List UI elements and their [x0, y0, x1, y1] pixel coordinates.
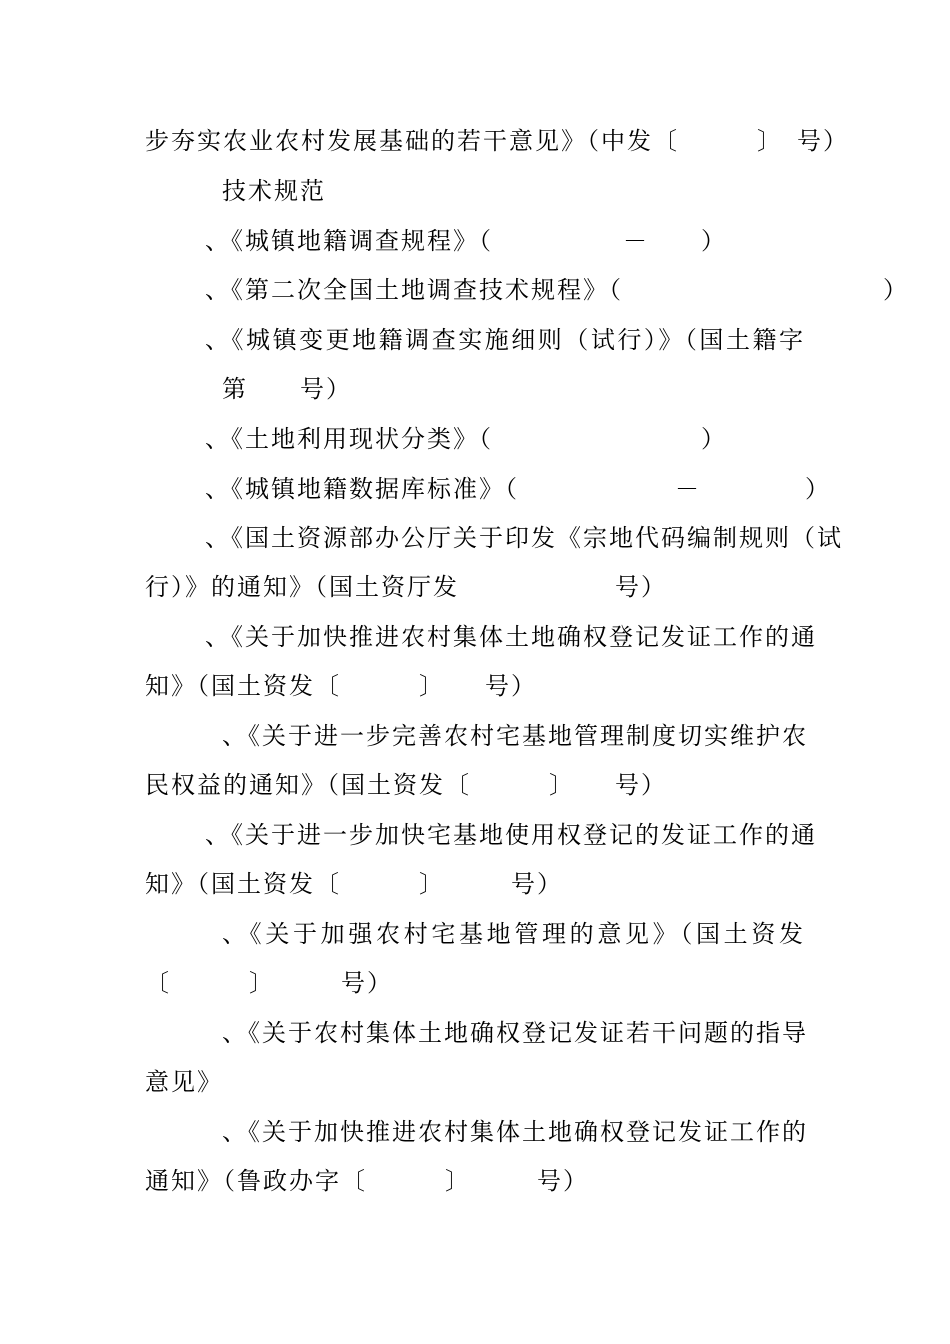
list-item-12-line-2: 通知》（鲁政办字〔 〕 号） [145, 1167, 589, 1195]
list-item-10-line-2: 〔 〕 号） [145, 969, 393, 997]
list-item-9-line-2: 知》（国土资发〔 〕 号） [145, 870, 563, 898]
list-item-8-line-2: 民权益的通知》（国土资发〔 〕 号） [145, 771, 667, 799]
list-item-1: 、《城镇地籍调查规程》（ － ） [205, 227, 727, 255]
list-item-6-line-1: 、《国土资源部办公厅关于印发《宗地代码编制规则（试 [205, 524, 843, 552]
list-item-10-line-1: 、《关于加强农村宅基地管理的意见》（国土资发 [222, 920, 805, 948]
list-item-2: 、《第二次全国土地调查技术规程》（ ） [205, 276, 909, 304]
list-item-3-line-1: 、《城镇变更地籍调查实施细则（试行）》（国土籍字 [205, 326, 805, 354]
list-item-11-line-2: 意见》 [145, 1068, 223, 1096]
list-item-9-line-1: 、《关于进一步加快宅基地使用权登记的发证工作的通 [205, 821, 817, 849]
list-item-8-line-1: 、《关于进一步完善农村宅基地管理制度切实维护农 [222, 722, 808, 750]
list-item-7-line-1: 、《关于加快推进农村集体土地确权登记发证工作的通 [205, 623, 817, 651]
list-item-4: 、《土地利用现状分类》（ ） [205, 425, 727, 453]
list-item-12-line-1: 、《关于加快推进农村集体土地确权登记发证工作的 [222, 1118, 808, 1146]
list-item-11-line-1: 、《关于农村集体土地确权登记发证若干问题的指导 [222, 1019, 808, 1047]
list-item-3-line-2: 第 号） [222, 375, 352, 403]
text-line-1: 步夯实农业农村发展基础的若干意见》（中发〔 〕 号） [145, 127, 849, 155]
list-item-6-line-2: 行）》的通知》（国土资厅发 号） [145, 573, 667, 601]
section-heading-technical-specs: 技术规范 [222, 177, 326, 205]
list-item-7-line-2: 知》（国土资发〔 〕 号） [145, 672, 537, 700]
list-item-5: 、《城镇地籍数据库标准》（ － ） [205, 475, 831, 503]
